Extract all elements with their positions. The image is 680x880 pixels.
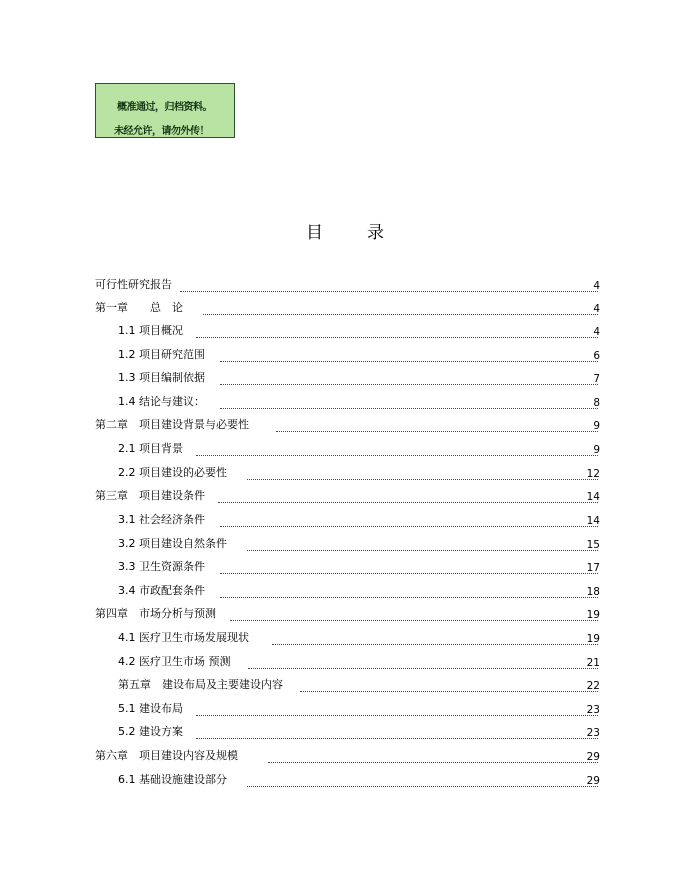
toc-leader-dots	[248, 665, 598, 669]
toc-leader-dots	[300, 688, 598, 692]
stamp-line-1: 概准通过，归档资料。	[117, 102, 212, 113]
toc-entry-page: 9	[593, 444, 600, 456]
toc-leader-dots	[220, 570, 598, 574]
toc-entry-label: 5.2 建设方案	[118, 725, 183, 738]
toc-entry[interactable]	[0, 772, 680, 788]
toc-entry-label: 1.2 项目研究范围	[118, 348, 205, 361]
toc-entry[interactable]	[0, 417, 680, 433]
toc-leader-dots	[247, 476, 598, 480]
toc-entry[interactable]	[0, 677, 680, 693]
toc-entry-label: 3.3 卫生资源条件	[118, 560, 205, 573]
toc-entry-label: 3.2 项目建设自然条件	[118, 537, 227, 550]
toc-leader-dots	[203, 311, 598, 315]
toc-leader-dots	[218, 499, 598, 503]
toc-entry[interactable]	[0, 300, 680, 316]
toc-entry-page: 21	[586, 657, 600, 669]
toc-entry-page: 23	[586, 704, 600, 716]
toc-entry-label: 2.1 项目背景	[118, 442, 183, 455]
toc-entry-page: 29	[586, 751, 600, 763]
toc-entry-label: 第六章 项目建设内容及规模	[95, 749, 238, 762]
toc-entry-page: 14	[586, 515, 600, 527]
toc-entry-page: 29	[586, 775, 600, 787]
toc-entry[interactable]	[0, 323, 680, 339]
toc-leader-dots	[180, 288, 598, 292]
toc-leader-dots	[268, 759, 598, 763]
watermark-stamp	[95, 83, 235, 138]
toc-entry-label: 5.1 建设布局	[118, 702, 183, 715]
toc-entry-label: 3.1 社会经济条件	[118, 513, 205, 526]
toc-entry[interactable]	[0, 441, 680, 457]
toc-entry[interactable]	[0, 724, 680, 740]
toc-entry[interactable]	[0, 394, 680, 410]
toc-entry[interactable]	[0, 465, 680, 481]
toc-entry-label: 1.3 项目编制依据	[118, 371, 205, 384]
toc-entry-label: 4.1 医疗卫生市场发展现状	[118, 631, 249, 644]
toc-entry-label: 第二章 项目建设背景与必要性	[95, 418, 249, 431]
toc-entry[interactable]	[0, 559, 680, 575]
stamp-line-2: 未经允许，请勿外传！	[114, 126, 209, 137]
toc-entry[interactable]	[0, 370, 680, 386]
toc-entry-label: 第五章 建设布局及主要建设内容	[118, 678, 283, 691]
toc-entry[interactable]	[0, 630, 680, 646]
toc-entry-page: 23	[586, 727, 600, 739]
toc-entry-label: 4.2 医疗卫生市场 预测	[118, 655, 231, 668]
toc-leader-dots	[247, 783, 598, 787]
toc-leader-dots	[220, 381, 598, 385]
toc-entry[interactable]	[0, 512, 680, 528]
toc-entry-page: 19	[586, 633, 600, 645]
toc-entry-label: 第三章 项目建设条件	[95, 489, 205, 502]
toc-entry-page: 4	[593, 280, 600, 292]
toc-entry[interactable]	[0, 488, 680, 504]
toc-entry-page: 6	[593, 350, 600, 362]
toc-entry-label: 可行性研究报告	[95, 278, 172, 291]
toc-entry-label: 2.2 项目建设的必要性	[118, 466, 227, 479]
toc-entry-page: 4	[593, 326, 600, 338]
toc-leader-dots	[247, 547, 598, 551]
toc-entry-page: 14	[586, 491, 600, 503]
toc-entry-page: 17	[586, 562, 600, 574]
toc-entry-page: 4	[593, 303, 600, 315]
toc-entry-label: 第四章 市场分析与预测	[95, 607, 216, 620]
toc-leader-dots	[230, 617, 598, 621]
toc-leader-dots	[220, 594, 598, 598]
toc-entry-page: 19	[586, 609, 600, 621]
toc-leader-dots	[196, 712, 598, 716]
toc-entry[interactable]	[0, 654, 680, 670]
toc-entry-page: 7	[593, 373, 600, 385]
toc-entry-label: 第一章 总 论	[95, 301, 183, 314]
toc-entry[interactable]	[0, 583, 680, 599]
toc-leader-dots	[196, 735, 598, 739]
toc-entry[interactable]	[0, 701, 680, 717]
toc-entry[interactable]	[0, 606, 680, 622]
toc-entry-page: 12	[586, 468, 600, 480]
toc-entry-page: 9	[593, 420, 600, 432]
toc-entry-label: 1.1 项目概况	[118, 324, 183, 337]
toc-entry-label: 3.4 市政配套条件	[118, 584, 205, 597]
toc-entry[interactable]	[0, 347, 680, 363]
toc-leader-dots	[196, 452, 598, 456]
toc-entry[interactable]	[0, 536, 680, 552]
toc-leader-dots	[220, 358, 598, 362]
page-title: 目录	[306, 223, 428, 243]
toc-entry-label: 1.4 结论与建议：	[118, 395, 205, 408]
toc-leader-dots	[220, 523, 598, 527]
toc-leader-dots	[220, 405, 598, 409]
toc-leader-dots	[272, 641, 598, 645]
toc-entry-page: 22	[586, 680, 600, 692]
toc-entry[interactable]	[0, 277, 680, 293]
toc-entry-page: 15	[586, 539, 600, 551]
toc-entry-page: 8	[593, 397, 600, 409]
toc-entry-page: 18	[586, 586, 600, 598]
toc-entry-label: 6.1 基础设施建设部分	[118, 773, 227, 786]
toc-leader-dots	[196, 334, 598, 338]
toc-leader-dots	[276, 428, 598, 432]
toc-entry[interactable]	[0, 748, 680, 764]
